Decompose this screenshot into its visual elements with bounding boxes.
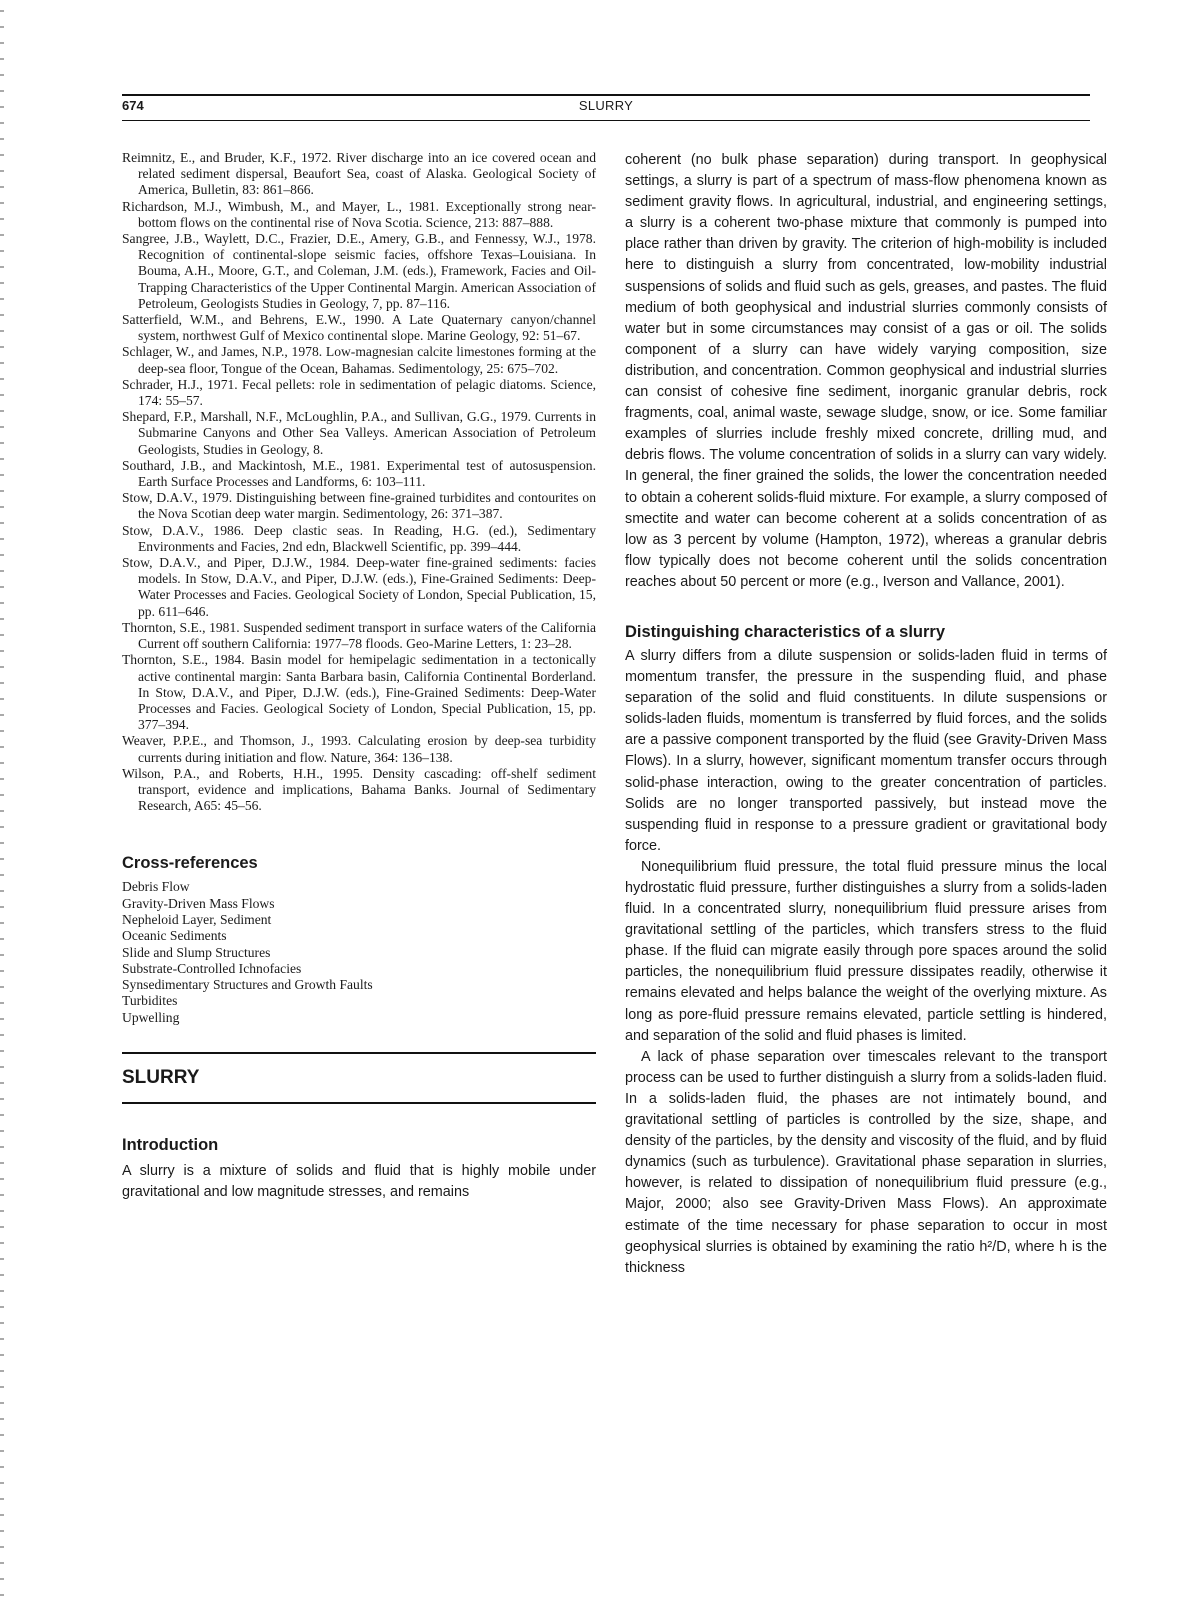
- cross-references-heading: Cross-references: [122, 854, 258, 873]
- cross-reference-item: Nepheloid Layer, Sediment: [122, 911, 272, 927]
- reference-item: Schrader, H.J., 1971. Fecal pellets: role in sedimentation of pelagic diatoms. Science, 174: 55–57.: [122, 376, 596, 409]
- distinguishing-heading: Distinguishing characteristics of a slurry: [625, 622, 946, 641]
- cross-reference-item: Gravity-Driven Mass Flows: [122, 895, 275, 911]
- running-head: SLURRY: [578, 98, 634, 113]
- reference-item: Stow, D.A.V., 1986. Deep clastic seas. In Reading, H.G. (ed.), Sedimentary Environments and Facies, 2nd edn, Blackwell Scientific, pp. 399–444.: [122, 522, 596, 554]
- reference-list: [122, 150, 596, 814]
- reference-item: Wilson, P.A., and Roberts, H.H., 1995. Density cascading: off-shelf sediment transport, evidence and implications, Bahama Banks. Journal of Sedimentary Research, A65: 45–56.: [122, 765, 596, 814]
- introduction-heading: Introduction: [122, 1136, 219, 1154]
- reference-item: Thornton, S.E., 1981. Suspended sediment transport in surface waters of the California Current off southern California: 1977–78 floods. Geo-Marine Letters, 1: 23–28.: [122, 619, 596, 652]
- reference-item: Weaver, P.P.E., and Thomson, J., 1993. Calculating erosion by deep-sea turbidity currents during initiation and flow. Nature, 364: 136–138.: [122, 733, 596, 765]
- reference-item: Shepard, F.P., Marshall, N.F., McLoughlin, P.A., and Sullivan, G.G., 1979. Currents in Submarine Canyons and Other Sea Valleys. American Association of Petroleum Geologists, Studies in Geology, 8.: [122, 409, 596, 457]
- entry-title: SLURRY: [122, 1052, 596, 1104]
- cross-reference-item: Upwelling: [122, 1009, 180, 1025]
- body-paragraph: A slurry differs from a dilute suspension or solids-laden fluid in terms of momentum transfer, the pressure in the suspending fluid, and phase separation of the solid and fluid constituents. In dilute suspensions or solids-laden fluids, momentum is transferred by fluid forces, and the solids are a passive component transported by the fluid (see Gravity-Driven Mass Flows). In a slurry, however, significant momentum transfer occurs through solid-phase interaction, owing to the greater concentration of particles. Solids are no longer transported passively, but instead move the suspending fluid in response to a pressure gradient or gravitational body force.: [625, 647, 1107, 854]
- cross-reference-item: Turbidites: [122, 993, 178, 1009]
- reference-item: Thornton, S.E., 1984. Basin model for hemipelagic sedimentation in a tectonically active continental margin: Santa Barbara basin, California Continental Borderland. In Stow, D.A.V., and Piper, D.J.W. (eds.), Fine-Grained Sediments: Deep-Water Processes and Facies. Geological Society of London, Special Publication, 15, pp. 377–394.: [122, 652, 596, 733]
- reference-item: Reimnitz, E., and Bruder, K.F., 1972. River discharge into an ice covered ocean and related sediment dispersal, Beaufort Sea, coast of Alaska. Geological Society of America, Bulletin, 83: 861–866.: [122, 150, 596, 198]
- left-column: [122, 150, 596, 1203]
- cross-reference-item: Substrate-Controlled Ichnofacies: [122, 960, 302, 976]
- page-header: [122, 94, 1090, 121]
- reference-item: Stow, D.A.V., 1979. Distinguishing between fine-grained turbidites and contourites on the Nova Scotian deep water margin. Sedimentology, 26: 371–387.: [122, 490, 596, 522]
- page-edge-marks: [0, 0, 4, 1602]
- body-paragraph: Nonequilibrium fluid pressure, the total fluid pressure minus the local hydrostatic fluid pressure, further distinguishes a slurry from a solids-laden fluid. In a concentrated slurry, nonequilibrium fluid pressure arises from gravitational settling of the particles, which transfers stress to the fluid phase. If the fluid can migrate easily through pore spaces around the solid particles, the nonequilibrium fluid pressure dissipates readily, otherwise it remains elevated and helps balance the weight of the overlying mixture. As long as pore-fluid pressure remains elevated, particle settling is hindered, and separation of the solid and fluid phases is limited.: [625, 858, 1107, 1044]
- body-paragraph: A lack of phase separation over timescales relevant to the transport process can be used to further distinguish a slurry from a solids-laden fluid. In a solids-laden fluid, the phases are not intimately bound, and gravitational settling of particles is controlled by the size, shape, and density of the particles, by the density and viscosity of the fluid, and by fluid dynamics (such as turbulence). Gravitational phase separation in slurries, however, is related to dissipation of nonequilibrium fluid pressure (e.g., Major, 2000; also see Gravity-Driven Mass Flows). An approximate estimate of the time necessary for phase separation to occur in most geophysical slurries is obtained by examining the ratio h²/D, where h is the thickness: [625, 1048, 1107, 1276]
- cross-reference-item: Debris Flow: [122, 879, 190, 895]
- reference-item: Stow, D.A.V., and Piper, D.J.W., 1984. Deep-water fine-grained sediments: facies models. In Stow, D.A.V., and Piper, D.J.W. (eds.), Fine-Grained Sediments: Deep-Water Processes and Facies. Geological Society of London, Special Publication, 15, pp. 611–646.: [122, 555, 596, 619]
- introduction-paragraph: A slurry is a mixture of solids and fluid that is highly mobile under gravitational and low magnitude stresses, and remains: [122, 1163, 596, 1201]
- reference-item: Southard, J.B., and Mackintosh, M.E., 1981. Experimental test of autosuspension. Earth Surface Processes and Landforms, 6: 103–111.: [122, 457, 596, 490]
- introduction-paragraph-continued: coherent (no bulk phase separation) during transport. In geophysical settings, a slurry is part of a spectrum of mass-flow phenomena known as sediment gravity flows. In agricultural, industrial, and engineering settings, a slurry is a coherent two-phase mixture that commonly is pumped into place rather than driven by gravity. The criterion of high-mobility is included here to distinguish a slurry from concentrated, low-mobility industrial suspensions of solids and fluid such as gels, greases, and pastes. The fluid medium of both geophysical and industrial slurries commonly consists of water but in some circumstances may consist of a gas or oil. The solids component of a slurry can have widely varying composition, size distribution, and concentration. Common geophysical and industrial slurries can consist of cohesive fine sediment, inorganic granular debris, rock fragments, coal, animal waste, sewage sludge, snow, or ice. Some familiar examples of slurries include freshly mixed concrete, drilling mud, and debris flows. The volume concentration of solids in a slurry can vary widely. In general, the finer grained the solids, the lower the concentration needed to obtain a coherent solids-fluid mixture. For example, a slurry composed of smectite and water can become coherent at a solids concentration of as low as 3 percent by volume (Hampton, 1972), whereas a granular debris flow typically does not become coherent until the solids concentration reaches about 50 percent or more (e.g., Iverson and Vallance, 2001).: [625, 152, 1107, 590]
- cross-reference-item: Oceanic Sediments: [122, 928, 227, 944]
- right-column: [625, 150, 1107, 1279]
- page-number: 674: [122, 98, 144, 113]
- cross-reference-list: [122, 879, 596, 1026]
- reference-item: Schlager, W., and James, N.P., 1978. Low-magnesian calcite limestones forming at the deep-sea floor, Tongue of the Ocean, Bahamas. Sedimentology, 25: 675–702.: [122, 344, 596, 376]
- cross-reference-item: Slide and Slump Structures: [122, 944, 271, 960]
- reference-item: Satterfield, W.M., and Behrens, E.W., 1990. A Late Quaternary canyon/channel system, northwest Gulf of Mexico continental slope. Marine Geology, 92: 51–67.: [122, 312, 596, 344]
- cross-reference-item: Synsedimentary Structures and Growth Faults: [122, 977, 373, 993]
- reference-item: Sangree, J.B., Waylett, D.C., Frazier, D.E., Amery, G.B., and Fennessy, W.J., 1978. Recognition of continental-slope seismic facies, offshore Texas–Louisiana. In Bouma, A.H., Moore, G.T., and Coleman, J.M. (eds.), Framework, Facies and Oil-Trapping Characteristics of the Upper Continental Margin. American Association of Petroleum, Geologists Studies in Geology, 7, pp. 87–116.: [122, 231, 596, 311]
- reference-item: Richardson, M.J., Wimbush, M., and Mayer, L., 1981. Exceptionally strong near-bottom flows on the continental rise of Nova Scotia. Science, 213: 887–888.: [122, 198, 596, 230]
